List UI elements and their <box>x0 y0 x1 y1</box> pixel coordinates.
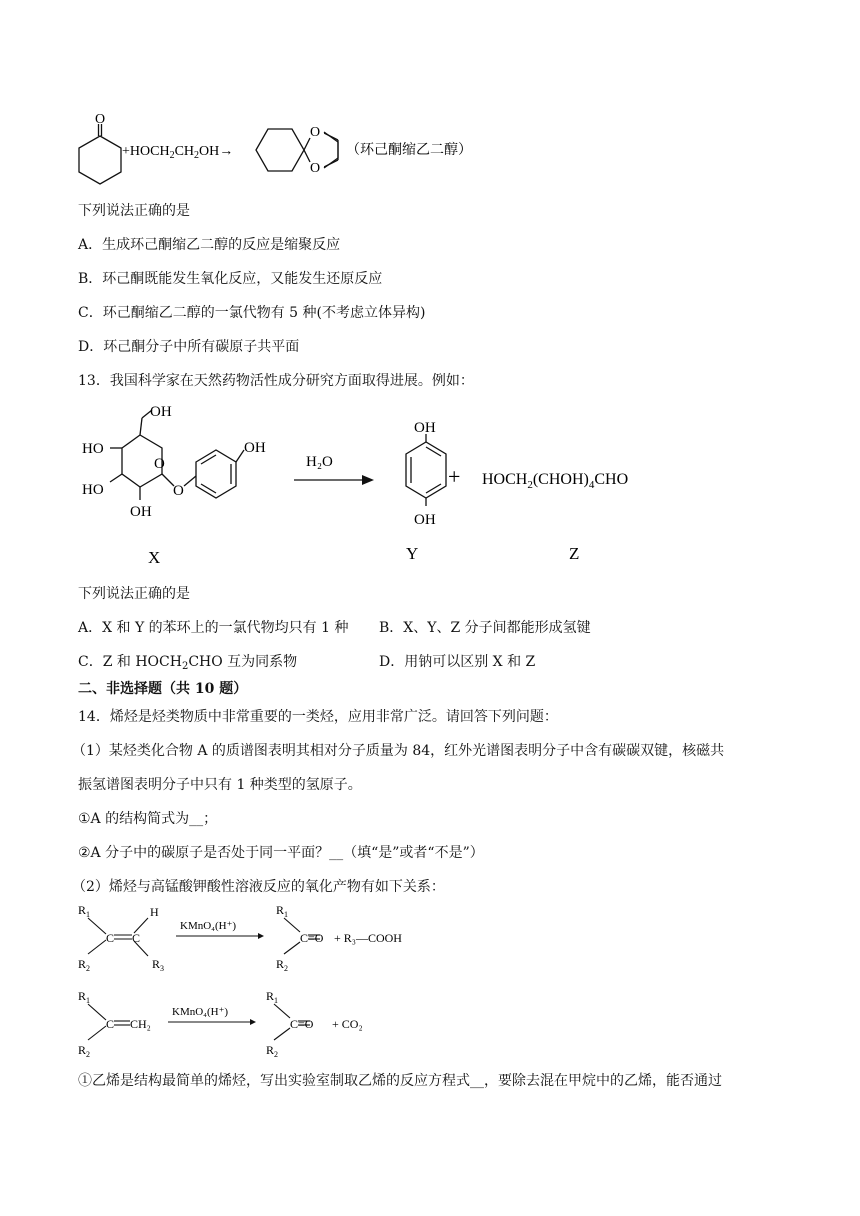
c-right: C <box>132 931 141 945</box>
product-r2: $R_2$ <box>276 957 289 973</box>
y-oh-bottom: OH <box>414 512 436 528</box>
ethylene-glycol-reagent: $+HOCH_2CH_2OH\to$ <box>122 144 234 161</box>
cyclohexanone-reaction-scheme <box>70 108 510 192</box>
r1-label: $R_1$ <box>78 903 91 919</box>
q14-sub2: ②A 分子中的碳原子是否处于同一平面？__（填“是”或者“不是”） <box>78 845 484 861</box>
x-ho-left: HO <box>82 441 104 457</box>
reagent-kmno4-1: KMnO₄(H⁺) <box>180 920 237 932</box>
ketal-oxygen-bottom: O <box>310 161 321 176</box>
q13-option-b: B．X、Y、Z 分子间都能形成氢键 <box>379 620 591 636</box>
ketal-oxygen-top: O <box>310 125 321 140</box>
oxidation-reaction-2 <box>72 986 432 1062</box>
plus-sign: + <box>448 464 461 489</box>
x-oh-phenol: OH <box>244 440 266 456</box>
product-r1: $R_1$ <box>276 903 289 919</box>
x-ether-oxygen: O <box>173 483 184 499</box>
label-y: Y <box>406 544 419 563</box>
c-label-2: C <box>106 1017 115 1031</box>
c-left: C <box>106 931 115 945</box>
q13-prompt: 下列说法正确的是 <box>78 586 190 602</box>
product-carbonyl-1: C=O <box>300 931 324 945</box>
cyclohexanone-structure <box>79 124 121 184</box>
q12-option-a: A．生成环己酮缩乙二醇的反应是缩聚反应 <box>78 237 341 253</box>
q14-part2: （2）烯烃与高锰酸钾酸性溶液反应的氧化产物有如下关系： <box>72 879 445 895</box>
q13-option-a: A．X 和 Y 的苯环上的一氯代物均只有 1 种 <box>78 620 349 636</box>
y-oh-top: OH <box>414 420 436 436</box>
q13-option-d: D．用钠可以区别 X 和 Z <box>379 654 536 670</box>
q14-part1-line1: （1）某烃类化合物 A 的质谱图表明其相对分子质量为 84，红外光谱图表明分子中含有碳碳双键，核磁共 <box>72 743 725 759</box>
q12-option-b: B．环己酮既能发生氧化反应，又能发生还原反应 <box>78 271 383 287</box>
r3-label: $R_3$ <box>152 957 165 973</box>
product-r1-2: $R_1$ <box>266 989 279 1005</box>
r2-label-2: $R_2$ <box>78 1043 91 1059</box>
x-ring-oxygen: O <box>154 456 165 472</box>
product-carbonyl-2: C=O <box>290 1017 314 1031</box>
q14-sub3: ①乙烯是结构最简单的烯烃，写出实验室制取乙烯的反应方程式__，要除去混在甲烷中的乙烯，能否通过 <box>78 1073 722 1089</box>
product-acid: + R₃—COOH <box>334 931 402 945</box>
q14-part1-line2: 振氢谱图表明分子中只有 1 种类型的氢原子。 <box>78 777 362 793</box>
section2-title: 二、非选择题（共 10 题） <box>78 681 248 697</box>
carbonyl-oxygen: O <box>95 112 106 127</box>
product-co2: + CO₂ <box>332 1017 363 1031</box>
reagent-kmno4-2: KMnO₄(H⁺) <box>172 1006 229 1018</box>
z-formula: $HOCH_2(CHOH)_4CHO$ <box>482 471 629 491</box>
label-z: Z <box>569 544 580 563</box>
oxidation-reaction-1 <box>72 900 452 976</box>
x-oh-top: OH <box>150 404 172 420</box>
x-oh-bottom: OH <box>130 504 152 520</box>
q13-option-c: C．Z 和 $HOCH_2CHO$ 互为同系物 <box>78 654 298 672</box>
ch2-label: CH₂ <box>130 1017 151 1031</box>
hydrolysis-scheme <box>78 398 678 570</box>
label-x: X <box>148 548 161 567</box>
q14-sub1: ①A 的结构简式为__； <box>78 811 218 827</box>
r2-label: $R_2$ <box>78 957 91 973</box>
r1-label-2: $R_1$ <box>78 989 91 1005</box>
reagent-water: H₂O <box>306 454 333 470</box>
q13-stem: 13．我国科学家在天然药物活性成分研究方面取得进展。例如： <box>78 373 474 389</box>
q12-option-c: C．环己酮缩乙二醇的一氯代物有 5 种(不考虑立体异构) <box>78 305 426 321</box>
q14-stem: 14．烯烃是烃类物质中非常重要的一类烃，应用非常广泛。请回答下列问题： <box>78 709 558 725</box>
q12-prompt: 下列说法正确的是 <box>78 203 190 219</box>
x-ho-lower: HO <box>82 482 104 498</box>
product-r2-2: $R_2$ <box>266 1043 279 1059</box>
ketal-name: （环己酮缩乙二醇） <box>346 143 472 158</box>
q12-option-d: D．环己酮分子中所有碳原子共平面 <box>78 339 300 355</box>
h-label: H <box>150 905 159 919</box>
